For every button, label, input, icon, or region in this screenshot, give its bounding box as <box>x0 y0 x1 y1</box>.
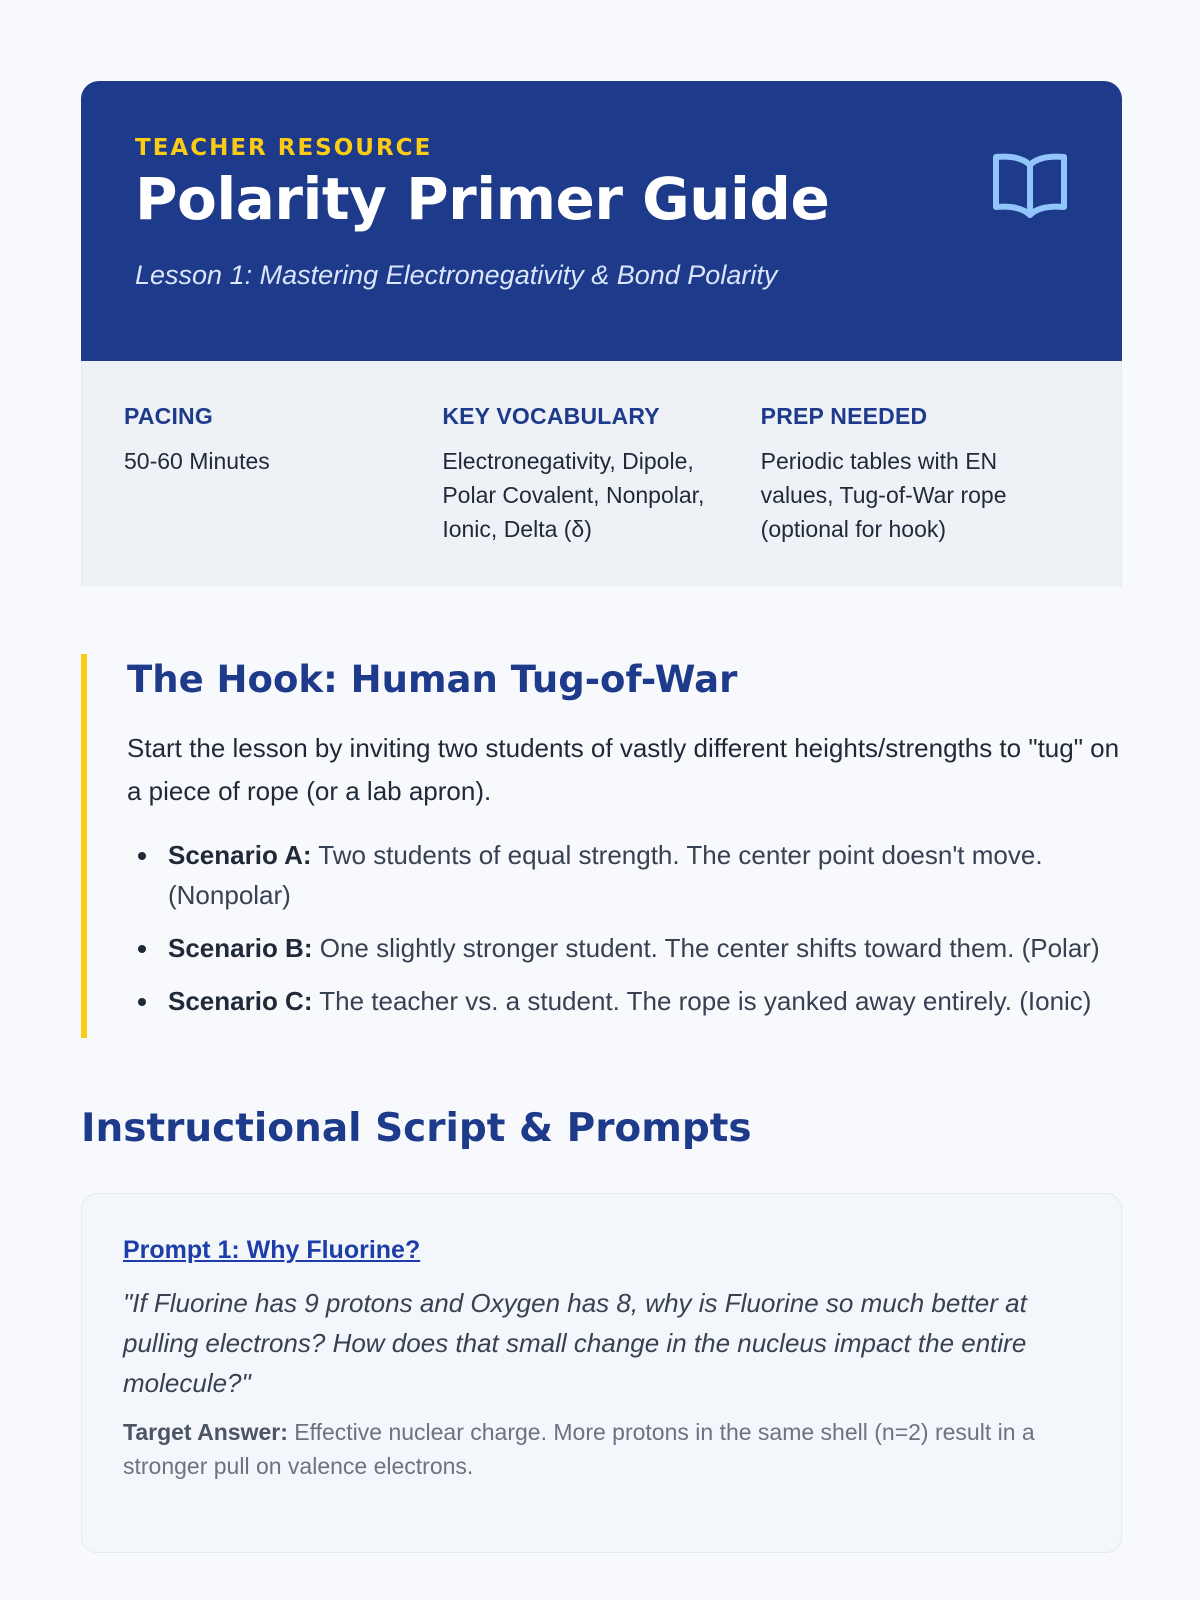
scenario-label: Scenario C: <box>168 986 313 1016</box>
hook-heading: The Hook: Human Tug-of-War <box>127 658 738 701</box>
info-pacing <box>124 403 442 587</box>
hook-intro: Start the lesson by inviting two students of vastly different heights/strengths to "tug" on a piece of rope (or a lab apron). <box>127 733 1120 806</box>
target-answer-text: Effective nuclear charge. More protons in the same shell (n=2) result in a stronger pull on valence electrons. <box>123 1419 1035 1479</box>
list-item <box>127 981 1122 1021</box>
info-label: KEY VOCABULARY <box>442 403 660 429</box>
prompt-title-link[interactable]: Prompt 1: Why Fluorine? <box>123 1236 421 1264</box>
bullet-icon <box>138 998 146 1006</box>
info-value: 50-60 Minutes <box>124 448 270 474</box>
eyebrow-label: TEACHER RESOURCE <box>135 135 433 161</box>
info-label: PACING <box>124 403 213 429</box>
prompt-card <box>81 1193 1122 1553</box>
page-title: Polarity Primer Guide <box>135 165 830 233</box>
prompt-quote: "If Fluorine has 9 protons and Oxygen has 8, why is Fluorine so much better at pulling electrons? How does that small change in the nucleus impact the entire molecule?" <box>123 1288 1027 1398</box>
lesson-guide <box>81 81 1122 1553</box>
script-heading: Instructional Script & Prompts <box>81 1106 752 1151</box>
bullet-icon <box>138 852 146 860</box>
scenario-text: Two students of equal strength. The center point doesn't move. (Nonpolar) <box>168 840 1043 910</box>
lesson-info-strip <box>81 361 1122 587</box>
scenario-text: The teacher vs. a student. The rope is yanked away entirely. (Ionic) <box>312 986 1092 1016</box>
list-item <box>127 928 1122 968</box>
scenario-label: Scenario A: <box>168 840 312 870</box>
book-icon <box>992 151 1068 221</box>
header-banner <box>81 81 1122 361</box>
list-item <box>127 835 1122 915</box>
bullet-icon <box>138 945 146 953</box>
info-value: Electronegativity, Dipole, Polar Covalent, Nonpolar, Ionic, Delta (δ) <box>442 448 705 542</box>
scenario-list <box>127 835 1122 1021</box>
info-prep <box>761 403 1079 587</box>
scenario-label: Scenario B: <box>168 933 313 963</box>
info-vocabulary <box>442 403 760 587</box>
hook-section <box>81 654 1122 1038</box>
scenario-text: One slightly stronger student. The center shifts toward them. (Polar) <box>312 933 1100 963</box>
target-answer-label: Target Answer: <box>123 1419 288 1445</box>
target-answer <box>123 1415 1081 1483</box>
lesson-subtitle: Lesson 1: Mastering Electronegativity & Bond Polarity <box>135 259 778 290</box>
info-value: Periodic tables with EN values, Tug-of-War rope (optional for hook) <box>760 448 1007 542</box>
info-label: PREP NEEDED <box>760 403 928 429</box>
